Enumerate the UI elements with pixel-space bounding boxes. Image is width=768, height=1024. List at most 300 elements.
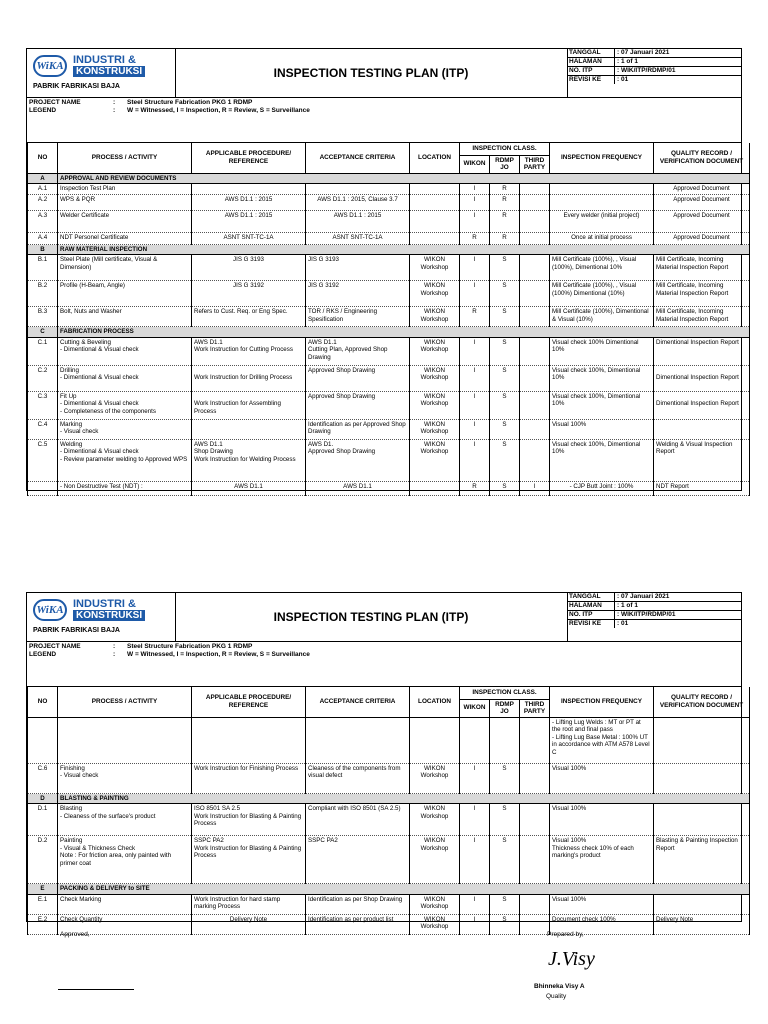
meta-value: : 1 of 1 [617, 602, 638, 609]
class-rdmp: S [490, 281, 520, 307]
quality-record [654, 763, 750, 793]
process-activity: Welding - Dimentional & Visual check - Review parameter welding to Approved WPS [58, 439, 192, 481]
logo-text-line1: INDUSTRI & [73, 598, 136, 610]
class-rdmp: S [490, 419, 520, 439]
legend-label: LEGEND [29, 651, 57, 658]
inspection-frequency [550, 194, 654, 210]
meta-value: : 07 Januari 2021 [617, 49, 670, 56]
location: WIKON Workshop [410, 307, 460, 327]
section-row [28, 884, 750, 895]
quality-record: Delivery Note [654, 914, 750, 934]
column-header-inspection-class: INSPECTION CLASS. [460, 687, 550, 699]
column-header-no: NO [28, 687, 58, 717]
class-third-party [520, 307, 550, 327]
process-activity: Bolt, Nuts and Washer [58, 307, 192, 327]
class-rdmp: S [490, 439, 520, 481]
meta-row [567, 602, 741, 611]
class-wikon: I [460, 804, 490, 836]
column-header-no: NO [28, 143, 58, 173]
inspection-frequency: Visual 100% [550, 894, 654, 914]
procedure-reference: Delivery Note [192, 914, 306, 934]
meta-value: : 1 of 1 [617, 58, 638, 65]
quality-record [654, 717, 750, 763]
acceptance-criteria: Identification as per Shop Drawing [306, 894, 410, 914]
meta-key: NO. ITP [567, 611, 615, 619]
procedure-reference: AWS D1.1 [192, 481, 306, 495]
section-title: APPROVAL AND REVIEW DOCUMENTS [58, 173, 750, 184]
class-third-party [520, 894, 550, 914]
itp-page-1 [26, 48, 742, 491]
procedure-reference: AWS D1.1 Work Instruction for Cutting Process [192, 337, 306, 365]
section-row [28, 244, 750, 255]
procedure-reference: Refers to Cust. Req. or Eng Spec. [192, 307, 306, 327]
column-header-wikon: WIKON [460, 699, 490, 717]
table-row [28, 365, 750, 391]
quality-record: Mill Certificate, Incoming Material Inspection Report [654, 281, 750, 307]
procedure-reference: SSPC PA2 Work Instruction for Blasting & Painting Process [192, 836, 306, 884]
class-rdmp: S [490, 804, 520, 836]
class-rdmp: S [490, 337, 520, 365]
inspection-frequency: Visual check 100% Dimentional 10% [550, 337, 654, 365]
class-wikon: R [460, 307, 490, 327]
location [410, 210, 460, 232]
class-wikon: I [460, 255, 490, 281]
class-third-party [520, 281, 550, 307]
row-number: B.2 [28, 281, 58, 307]
table-row [28, 307, 750, 327]
colon: : [113, 643, 116, 650]
class-wikon: I [460, 419, 490, 439]
location: WIKON Workshop [410, 419, 460, 439]
class-third-party [520, 184, 550, 195]
itp-page-2 [26, 592, 744, 930]
inspection-frequency: Visual 100% [550, 419, 654, 439]
document-meta [567, 49, 741, 97]
column-header-rdmp: RDMP JO [490, 699, 520, 717]
class-rdmp: R [490, 194, 520, 210]
column-header-frequency: INSPECTION FREQUENCY [550, 687, 654, 717]
section-number: D [28, 793, 58, 804]
column-header-frequency: INSPECTION FREQUENCY [550, 143, 654, 173]
signature-image: J.Visy [548, 948, 595, 970]
quality-record: Approved Document [654, 184, 750, 195]
location: WIKON Workshop [410, 391, 460, 419]
acceptance-criteria: AWS D1.1 [306, 481, 410, 495]
column-header-location: LOCATION [410, 143, 460, 173]
quality-record: NDT Report [654, 481, 750, 495]
project-info [27, 642, 741, 687]
process-activity: Inspection Test Plan [58, 184, 192, 195]
table-header-row [28, 143, 750, 155]
process-activity [58, 717, 192, 763]
procedure-reference: AWS D1.1 : 2015 [192, 210, 306, 232]
wika-logo-icon: WiKA [33, 55, 67, 77]
process-activity: - Non Destructive Test (NDT) : [58, 481, 192, 495]
procedure-reference: ASNT SNT-TC-1A [192, 232, 306, 244]
class-rdmp: R [490, 232, 520, 244]
section-number: A [28, 173, 58, 184]
column-header-process: PROCESS / ACTIVITY [58, 143, 192, 173]
class-rdmp: R [490, 210, 520, 232]
approved-label: Approved, [60, 931, 90, 938]
class-wikon: I [460, 439, 490, 481]
procedure-reference: ISO 8501 SA 2.5 Work Instruction for Blasting & Painting Process [192, 804, 306, 836]
meta-key: TANGGAL [567, 49, 615, 57]
acceptance-criteria: JIS G 3192 [306, 281, 410, 307]
class-third-party [520, 255, 550, 281]
table-row [28, 717, 750, 763]
table-row [28, 255, 750, 281]
inspection-frequency [550, 184, 654, 195]
class-wikon: R [460, 481, 490, 495]
location [410, 481, 460, 495]
quality-record: Dimentional Inspection Report [654, 391, 750, 419]
wika-logo-icon: WiKA [33, 599, 67, 621]
class-wikon: I [460, 836, 490, 884]
column-header-record: QUALITY RECORD / VERIFICATION DOCUMENT [654, 143, 750, 173]
process-activity: Steel Plate (Mill certificate, Visual & Dimension) [58, 255, 192, 281]
itp-table-2 [27, 687, 750, 935]
class-third-party [520, 337, 550, 365]
legend-value: W = Witnessed, I = Inspection, R = Review, S = Surveillance [127, 651, 310, 658]
company-name: PABRIK FABRIKASI BAJA [33, 83, 120, 90]
section-row [28, 173, 750, 184]
acceptance-criteria [306, 184, 410, 195]
table-row [28, 337, 750, 365]
preparer-role: Quality [546, 993, 567, 1000]
column-header-acceptance: ACCEPTANCE CRITERIA [306, 687, 410, 717]
class-wikon: I [460, 337, 490, 365]
table-row [28, 763, 750, 793]
table-row [28, 232, 750, 244]
inspection-frequency: Once at initial process [550, 232, 654, 244]
logo-text-line2: KONSTRUKSI [73, 66, 145, 77]
acceptance-criteria: AWS D1. Approved Shop Drawing [306, 439, 410, 481]
prepared-label: Prepared by, [547, 931, 584, 938]
process-activity: Drilling - Dimentional & Visual check [58, 365, 192, 391]
procedure-reference: Work Instruction for hard stamp marking Process [192, 894, 306, 914]
quality-record: Dimentional Inspection Report [654, 337, 750, 365]
acceptance-criteria: Approved Shop Drawing [306, 391, 410, 419]
logo-block [27, 593, 176, 641]
class-wikon: R [460, 232, 490, 244]
class-rdmp: R [490, 184, 520, 195]
column-header-acceptance: ACCEPTANCE CRITERIA [306, 143, 410, 173]
acceptance-criteria: AWS D1.1 : 2015 [306, 210, 410, 232]
section-row [28, 327, 750, 338]
approved-signature-line [58, 989, 134, 990]
acceptance-criteria: AWS D1.1 Cutting Plan, Approved Shop Drawing [306, 337, 410, 365]
colon: : [113, 651, 116, 658]
process-activity: Check Quantity [58, 914, 192, 934]
document-header [27, 593, 741, 642]
row-number: C.1 [28, 337, 58, 365]
procedure-reference: Work Instruction for Drilling Process [192, 365, 306, 391]
procedure-reference: Work Instruction for Assembling Process [192, 391, 306, 419]
location: WIKON Workshop [410, 255, 460, 281]
meta-row [567, 611, 741, 620]
inspection-frequency: Mill Certificate (100%), , Visual (100%) Dimentional (10%) [550, 281, 654, 307]
row-number: D.1 [28, 804, 58, 836]
process-activity: Cutting & Beveling - Dimentional & Visual check [58, 337, 192, 365]
project-name-label: PROJECT NAME [29, 643, 81, 650]
inspection-frequency: Visual check 100%, Dimentional 10% [550, 439, 654, 481]
class-rdmp: S [490, 894, 520, 914]
column-header-rdmp: RDMP JO [490, 155, 520, 173]
table-row [28, 836, 750, 884]
meta-value: : 01 [617, 76, 629, 83]
acceptance-criteria: TOR / RKS / Engineering Spesification [306, 307, 410, 327]
location: WIKON Workshop [410, 365, 460, 391]
class-rdmp: S [490, 365, 520, 391]
section-title: BLASTING & PAINTING [58, 793, 750, 804]
document-title: INSPECTION TESTING PLAN (ITP) [175, 49, 568, 97]
acceptance-criteria: AWS D1.1 : 2015, Clause 3.7 [306, 194, 410, 210]
table-row [28, 894, 750, 914]
location: WIKON Workshop [410, 439, 460, 481]
class-rdmp: S [490, 255, 520, 281]
meta-value: : 07 Januari 2021 [617, 593, 670, 600]
document-header [27, 49, 741, 98]
legend-label: LEGEND [29, 107, 57, 114]
class-wikon: I [460, 210, 490, 232]
row-number: B.3 [28, 307, 58, 327]
section-row [28, 793, 750, 804]
class-third-party [520, 439, 550, 481]
quality-record: Approved Document [654, 232, 750, 244]
class-third-party [520, 194, 550, 210]
class-wikon: I [460, 763, 490, 793]
table-row [28, 281, 750, 307]
meta-value: : WIK/ITP/RDMP/01 [617, 611, 676, 618]
meta-value: : 01 [617, 620, 629, 627]
acceptance-criteria: Identification as per Approved Shop Drawing [306, 419, 410, 439]
row-number: E.1 [28, 894, 58, 914]
quality-record [654, 894, 750, 914]
row-number: C.3 [28, 391, 58, 419]
class-third-party [520, 232, 550, 244]
column-header-process: PROCESS / ACTIVITY [58, 687, 192, 717]
procedure-reference [192, 419, 306, 439]
column-header-wikon: WIKON [460, 155, 490, 173]
acceptance-criteria: ASNT SNT-TC-1A [306, 232, 410, 244]
inspection-frequency: Mill Certificate (100%), Dimentional & Visual (10%) [550, 307, 654, 327]
class-wikon: I [460, 184, 490, 195]
acceptance-criteria: Approved Shop Drawing [306, 365, 410, 391]
colon: : [113, 99, 116, 106]
table-row [28, 419, 750, 439]
meta-row [567, 49, 741, 58]
class-rdmp: S [490, 836, 520, 884]
quality-record: Mill Certificate, Incoming Material Inspection Report [654, 307, 750, 327]
section-number: B [28, 244, 58, 255]
process-activity: Painting - Visual & Thickness Check Note : For friction area, only painted with primer coat [58, 836, 192, 884]
location: WIKON Workshop [410, 914, 460, 934]
logo-block [27, 49, 176, 97]
class-rdmp [490, 717, 520, 763]
class-wikon: I [460, 391, 490, 419]
class-third-party [520, 365, 550, 391]
project-name-label: PROJECT NAME [29, 99, 81, 106]
quality-record: Approved Document [654, 210, 750, 232]
table-row [28, 804, 750, 836]
table-row [28, 391, 750, 419]
row-number: C.6 [28, 763, 58, 793]
section-title: PACKING & DELIVERY to SITE [58, 884, 750, 895]
class-third-party: I [520, 481, 550, 495]
preparer-name: Bhinneka Visy A [534, 983, 585, 990]
procedure-reference [192, 717, 306, 763]
class-rdmp: S [490, 914, 520, 934]
inspection-frequency: - CJP Butt Joint : 100% [550, 481, 654, 495]
meta-value: : WIK/ITP/RDMP/01 [617, 67, 676, 74]
legend-value: W = Witnessed, I = Inspection, R = Review, S = Surveillance [127, 107, 310, 114]
procedure-reference: Work Instruction for Finishing Process [192, 763, 306, 793]
acceptance-criteria: Identification as per product list [306, 914, 410, 934]
procedure-reference [192, 184, 306, 195]
document-title: INSPECTION TESTING PLAN (ITP) [175, 593, 568, 641]
process-activity: Welder Certificate [58, 210, 192, 232]
process-activity: Check Marking [58, 894, 192, 914]
class-third-party [520, 836, 550, 884]
inspection-frequency: Visual 100% [550, 763, 654, 793]
company-name: PABRIK FABRIKASI BAJA [33, 627, 120, 634]
meta-key: TANGGAL [567, 593, 615, 601]
meta-key: NO. ITP [567, 67, 615, 75]
location [410, 232, 460, 244]
meta-row [567, 58, 741, 67]
class-rdmp: S [490, 391, 520, 419]
meta-row [567, 67, 741, 76]
column-header-third-party: THIRD PARTY [520, 699, 550, 717]
row-number [28, 717, 58, 763]
meta-row [567, 76, 741, 84]
row-number: A.4 [28, 232, 58, 244]
class-third-party [520, 914, 550, 934]
row-number: D.2 [28, 836, 58, 884]
inspection-frequency: Visual check 100%, Dimentional 10% [550, 391, 654, 419]
class-wikon: I [460, 194, 490, 210]
class-wikon: I [460, 914, 490, 934]
document-meta [567, 593, 741, 641]
column-header-inspection-class: INSPECTION CLASS. [460, 143, 550, 155]
row-number: C.5 [28, 439, 58, 481]
acceptance-criteria: SSPC PA2 [306, 836, 410, 884]
class-third-party [520, 210, 550, 232]
table-row [28, 194, 750, 210]
class-third-party [520, 763, 550, 793]
inspection-frequency: Visual check 100%, Dimentional 10% [550, 365, 654, 391]
section-number: E [28, 884, 58, 895]
quality-record [654, 804, 750, 836]
meta-key: HALAMAN [567, 58, 615, 66]
row-number: C.4 [28, 419, 58, 439]
table-header-row [28, 687, 750, 699]
acceptance-criteria [306, 717, 410, 763]
class-third-party [520, 717, 550, 763]
logo-text-line2: KONSTRUKSI [73, 610, 145, 621]
process-activity: Fit Up - Dimentional & Visual check - Completeness of the components [58, 391, 192, 419]
table-row [28, 914, 750, 934]
row-number: A.3 [28, 210, 58, 232]
location [410, 184, 460, 195]
acceptance-criteria: Cleaness of the components from visual defect [306, 763, 410, 793]
project-info [27, 98, 741, 143]
logo-text-line1: INDUSTRI & [73, 54, 136, 66]
table-row [28, 439, 750, 481]
location: WIKON Workshop [410, 836, 460, 884]
quality-record: Welding & Visual Inspection Report [654, 439, 750, 481]
meta-key: REVISI KE [567, 76, 615, 84]
row-number: A.1 [28, 184, 58, 195]
location: WIKON Workshop [410, 804, 460, 836]
row-number: E.2 [28, 914, 58, 934]
column-header-procedure: APPLICABLE PROCEDURE/ REFERENCE [192, 143, 306, 173]
procedure-reference: AWS D1.1 Shop Drawing Work Instruction for Welding Process [192, 439, 306, 481]
column-header-record: QUALITY RECORD / VERIFICATION DOCUMENT [654, 687, 750, 717]
class-wikon: I [460, 365, 490, 391]
location [410, 194, 460, 210]
quality-record: Mill Certificate, Incoming Material Inspection Report [654, 255, 750, 281]
row-number: A.2 [28, 194, 58, 210]
class-wikon: I [460, 894, 490, 914]
row-number: C.2 [28, 365, 58, 391]
process-activity: Profile (H-Beam, Angle) [58, 281, 192, 307]
quality-record: Blasting & Painting Inspection Report [654, 836, 750, 884]
process-activity: NDT Personel Certificate [58, 232, 192, 244]
procedure-reference: AWS D1.1 : 2015 [192, 194, 306, 210]
class-third-party [520, 804, 550, 836]
quality-record: Approved Document [654, 194, 750, 210]
table-row [28, 481, 750, 495]
colon: : [113, 107, 116, 114]
project-name-value: Steel Structure Fabrication PKG 1 RDMP [127, 99, 253, 106]
inspection-frequency: Visual 100% [550, 804, 654, 836]
location: WIKON Workshop [410, 281, 460, 307]
process-activity: Marking - Visual check [58, 419, 192, 439]
process-activity: Blasting - Cleaness of the surface's product [58, 804, 192, 836]
section-title: RAW MATERIAL INSPECTION [58, 244, 750, 255]
location: WIKON Workshop [410, 894, 460, 914]
section-title: FABRICATION PROCESS [58, 327, 750, 338]
row-number: B.1 [28, 255, 58, 281]
class-rdmp: S [490, 763, 520, 793]
class-wikon [460, 717, 490, 763]
class-third-party [520, 419, 550, 439]
class-third-party [520, 391, 550, 419]
meta-row [567, 620, 741, 628]
inspection-frequency: Every welder (initial project) [550, 210, 654, 232]
table-row [28, 210, 750, 232]
location: WIKON Workshop [410, 337, 460, 365]
acceptance-criteria: JIS G 3193 [306, 255, 410, 281]
row-number [28, 481, 58, 495]
procedure-reference: JIS G 3193 [192, 255, 306, 281]
meta-row [567, 593, 741, 602]
column-header-location: LOCATION [410, 687, 460, 717]
project-name-value: Steel Structure Fabrication PKG 1 RDMP [127, 643, 253, 650]
section-number: C [28, 327, 58, 338]
column-header-third-party: THIRD PARTY [520, 155, 550, 173]
quality-record: Dimentional Inspection Report [654, 365, 750, 391]
class-rdmp: S [490, 481, 520, 495]
table-row [28, 184, 750, 195]
inspection-frequency: - Lifting Lug Welds : MT or PT at the root and final pass - Lifting Lug Base Metal : 100% UT in accordance with ATM A578 Level C [550, 717, 654, 763]
inspection-frequency: Mill Certificate (100%), , Visual (100%), Dimentional 10% [550, 255, 654, 281]
itp-table-1 [27, 143, 750, 496]
meta-key: REVISI KE [567, 620, 615, 628]
inspection-frequency: Document check 100% [550, 914, 654, 934]
